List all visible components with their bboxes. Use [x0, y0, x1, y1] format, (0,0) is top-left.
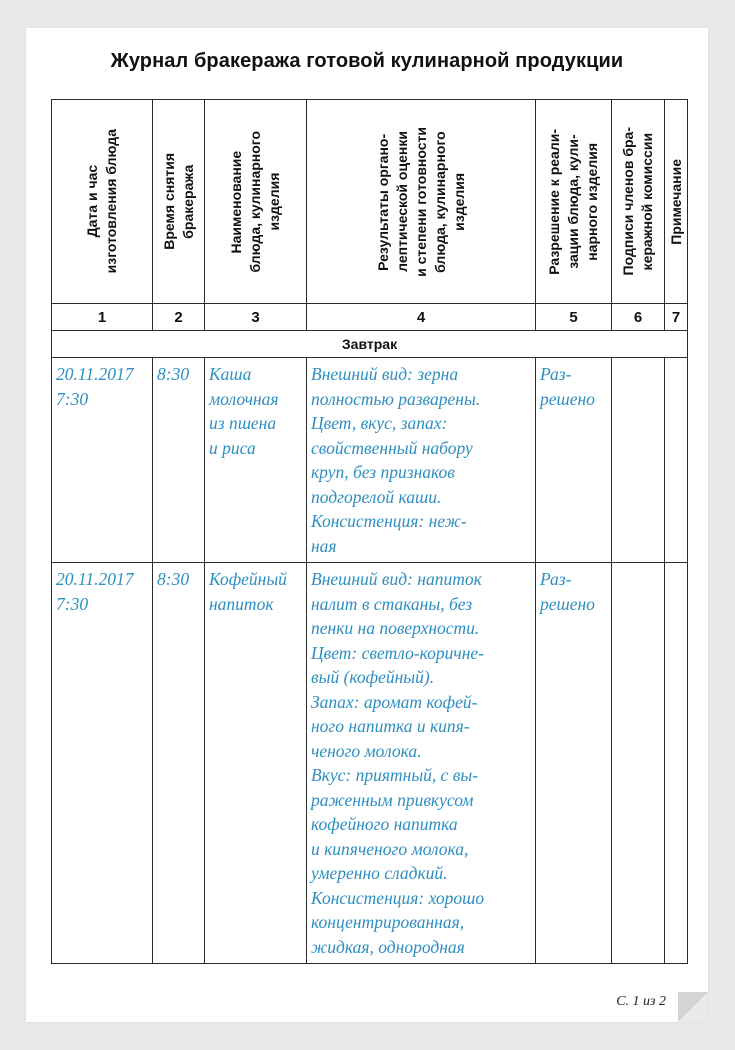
header-date	[52, 100, 153, 304]
cell-dish	[205, 358, 307, 563]
text-line: изготовления блюда	[103, 129, 119, 274]
text-line: Время снятия	[160, 153, 177, 250]
journal-table	[51, 99, 688, 964]
text-line: ченого молока.	[311, 740, 422, 761]
text-line: Внешний вид: зерна	[311, 364, 459, 384]
text-line: ного напитка и кипя-	[311, 716, 470, 736]
document-page	[26, 28, 708, 1022]
text-line: Раз-	[540, 364, 572, 384]
text-line: изделия	[266, 172, 282, 231]
text-line: подгорелой каши.	[311, 486, 442, 507]
text-line: бракеража	[179, 164, 196, 239]
header-permit	[536, 100, 612, 304]
text-line: молочная	[209, 388, 279, 409]
header-signatures	[612, 100, 665, 304]
cell-signatures	[612, 563, 665, 964]
cell-permit	[536, 563, 612, 964]
column-number: 1	[52, 304, 153, 331]
header-time	[153, 100, 205, 304]
text-line: блюда, кулинарного	[431, 130, 448, 273]
text-line: налит в стаканы, без	[311, 593, 473, 614]
text-line: Цвет: светло-коричне-	[311, 642, 484, 663]
text-line: Каша	[209, 364, 252, 384]
text-line: пенки на поверхности.	[311, 618, 480, 638]
text-line: и степени готовности	[412, 126, 429, 277]
cell-time	[153, 358, 205, 563]
column-number-row	[52, 304, 688, 331]
text-line: Раз-	[540, 569, 572, 589]
section-title: Завтрак	[52, 331, 688, 358]
text-line: полностью разварены.	[311, 388, 481, 409]
page-title: Журнал бракеража готовой кулинарной продукции	[110, 50, 624, 72]
text-line: концентрированная,	[311, 912, 465, 932]
column-number: 6	[612, 304, 665, 331]
cell-dish	[205, 563, 307, 964]
text-line: свойственный набору	[311, 437, 473, 458]
text-line: Результаты органо-	[374, 133, 391, 270]
column-number: 3	[205, 304, 307, 331]
text-line: Кофейный	[209, 569, 287, 589]
text-line: жидкая, однородная	[311, 936, 465, 957]
text-line: Консистенция: неж-	[311, 511, 467, 531]
text-line: Внешний вид: напиток	[311, 569, 482, 589]
text-line: Разрешение к реали-	[546, 128, 562, 275]
text-line: 8:30	[157, 364, 190, 384]
cell-signatures	[612, 358, 665, 563]
header-dish	[205, 100, 307, 304]
text-line: керажной комиссии	[639, 132, 655, 271]
text-line: 7:30	[56, 593, 89, 614]
text-line: Консистенция: хорошо	[311, 887, 485, 908]
text-line: решено	[540, 593, 595, 614]
column-number: 2	[153, 304, 205, 331]
text-line: из пшена	[209, 413, 277, 433]
text-line: Цвет, вкус, запах:	[311, 413, 448, 433]
text-line: вый (кофейный).	[311, 667, 435, 687]
text-line: напиток	[209, 593, 274, 614]
column-number: 4	[307, 304, 536, 331]
text-line: 7:30	[56, 388, 89, 409]
text-line: кофейного напитка	[311, 814, 458, 834]
text-line: лептической оценки	[393, 131, 410, 272]
text-line: Дата и час	[84, 165, 100, 238]
text-line: и кипяченого молока,	[311, 838, 469, 859]
text-line: блюда, кулинарного	[247, 130, 263, 273]
text-line: изделия	[450, 172, 467, 231]
text-line: ная	[311, 535, 337, 556]
text-line: умеренно сладкий.	[311, 863, 448, 883]
text-line: и риса	[209, 437, 256, 458]
header-notes	[665, 100, 688, 304]
text-line: Подписи членов бра-	[620, 127, 636, 276]
table-row	[52, 358, 688, 563]
cell-date	[52, 358, 153, 563]
text-line: круп, без признаков	[311, 462, 455, 482]
text-line: Вкус: приятный, с вы-	[311, 765, 479, 785]
header-row	[52, 100, 688, 304]
text-line: решено	[540, 388, 595, 409]
text-line: Запах: аромат кофей-	[311, 691, 478, 712]
cell-notes	[665, 358, 688, 563]
cell-notes	[665, 563, 688, 964]
text-line: 8:30	[157, 569, 190, 589]
cell-result	[307, 563, 536, 964]
header-result	[307, 100, 536, 304]
text-line: зации блюда, кули-	[565, 134, 581, 269]
text-line: нарного изделия	[584, 142, 600, 261]
cell-date	[52, 563, 153, 964]
page-curl	[678, 992, 708, 1022]
column-number: 7	[665, 304, 688, 331]
cell-time	[153, 563, 205, 964]
text-line: 20.11.2017	[56, 364, 134, 384]
page-number: С. 1 из 2	[616, 994, 666, 1009]
column-number: 5	[536, 304, 612, 331]
text-line: раженным привкусом	[311, 789, 474, 810]
text-line: Наименование	[228, 150, 244, 253]
section-row	[52, 331, 688, 358]
text-line: 20.11.2017	[56, 569, 134, 589]
cell-result	[307, 358, 536, 563]
text-line: Примечание	[667, 158, 684, 245]
cell-permit	[536, 358, 612, 563]
table-row	[52, 563, 688, 964]
